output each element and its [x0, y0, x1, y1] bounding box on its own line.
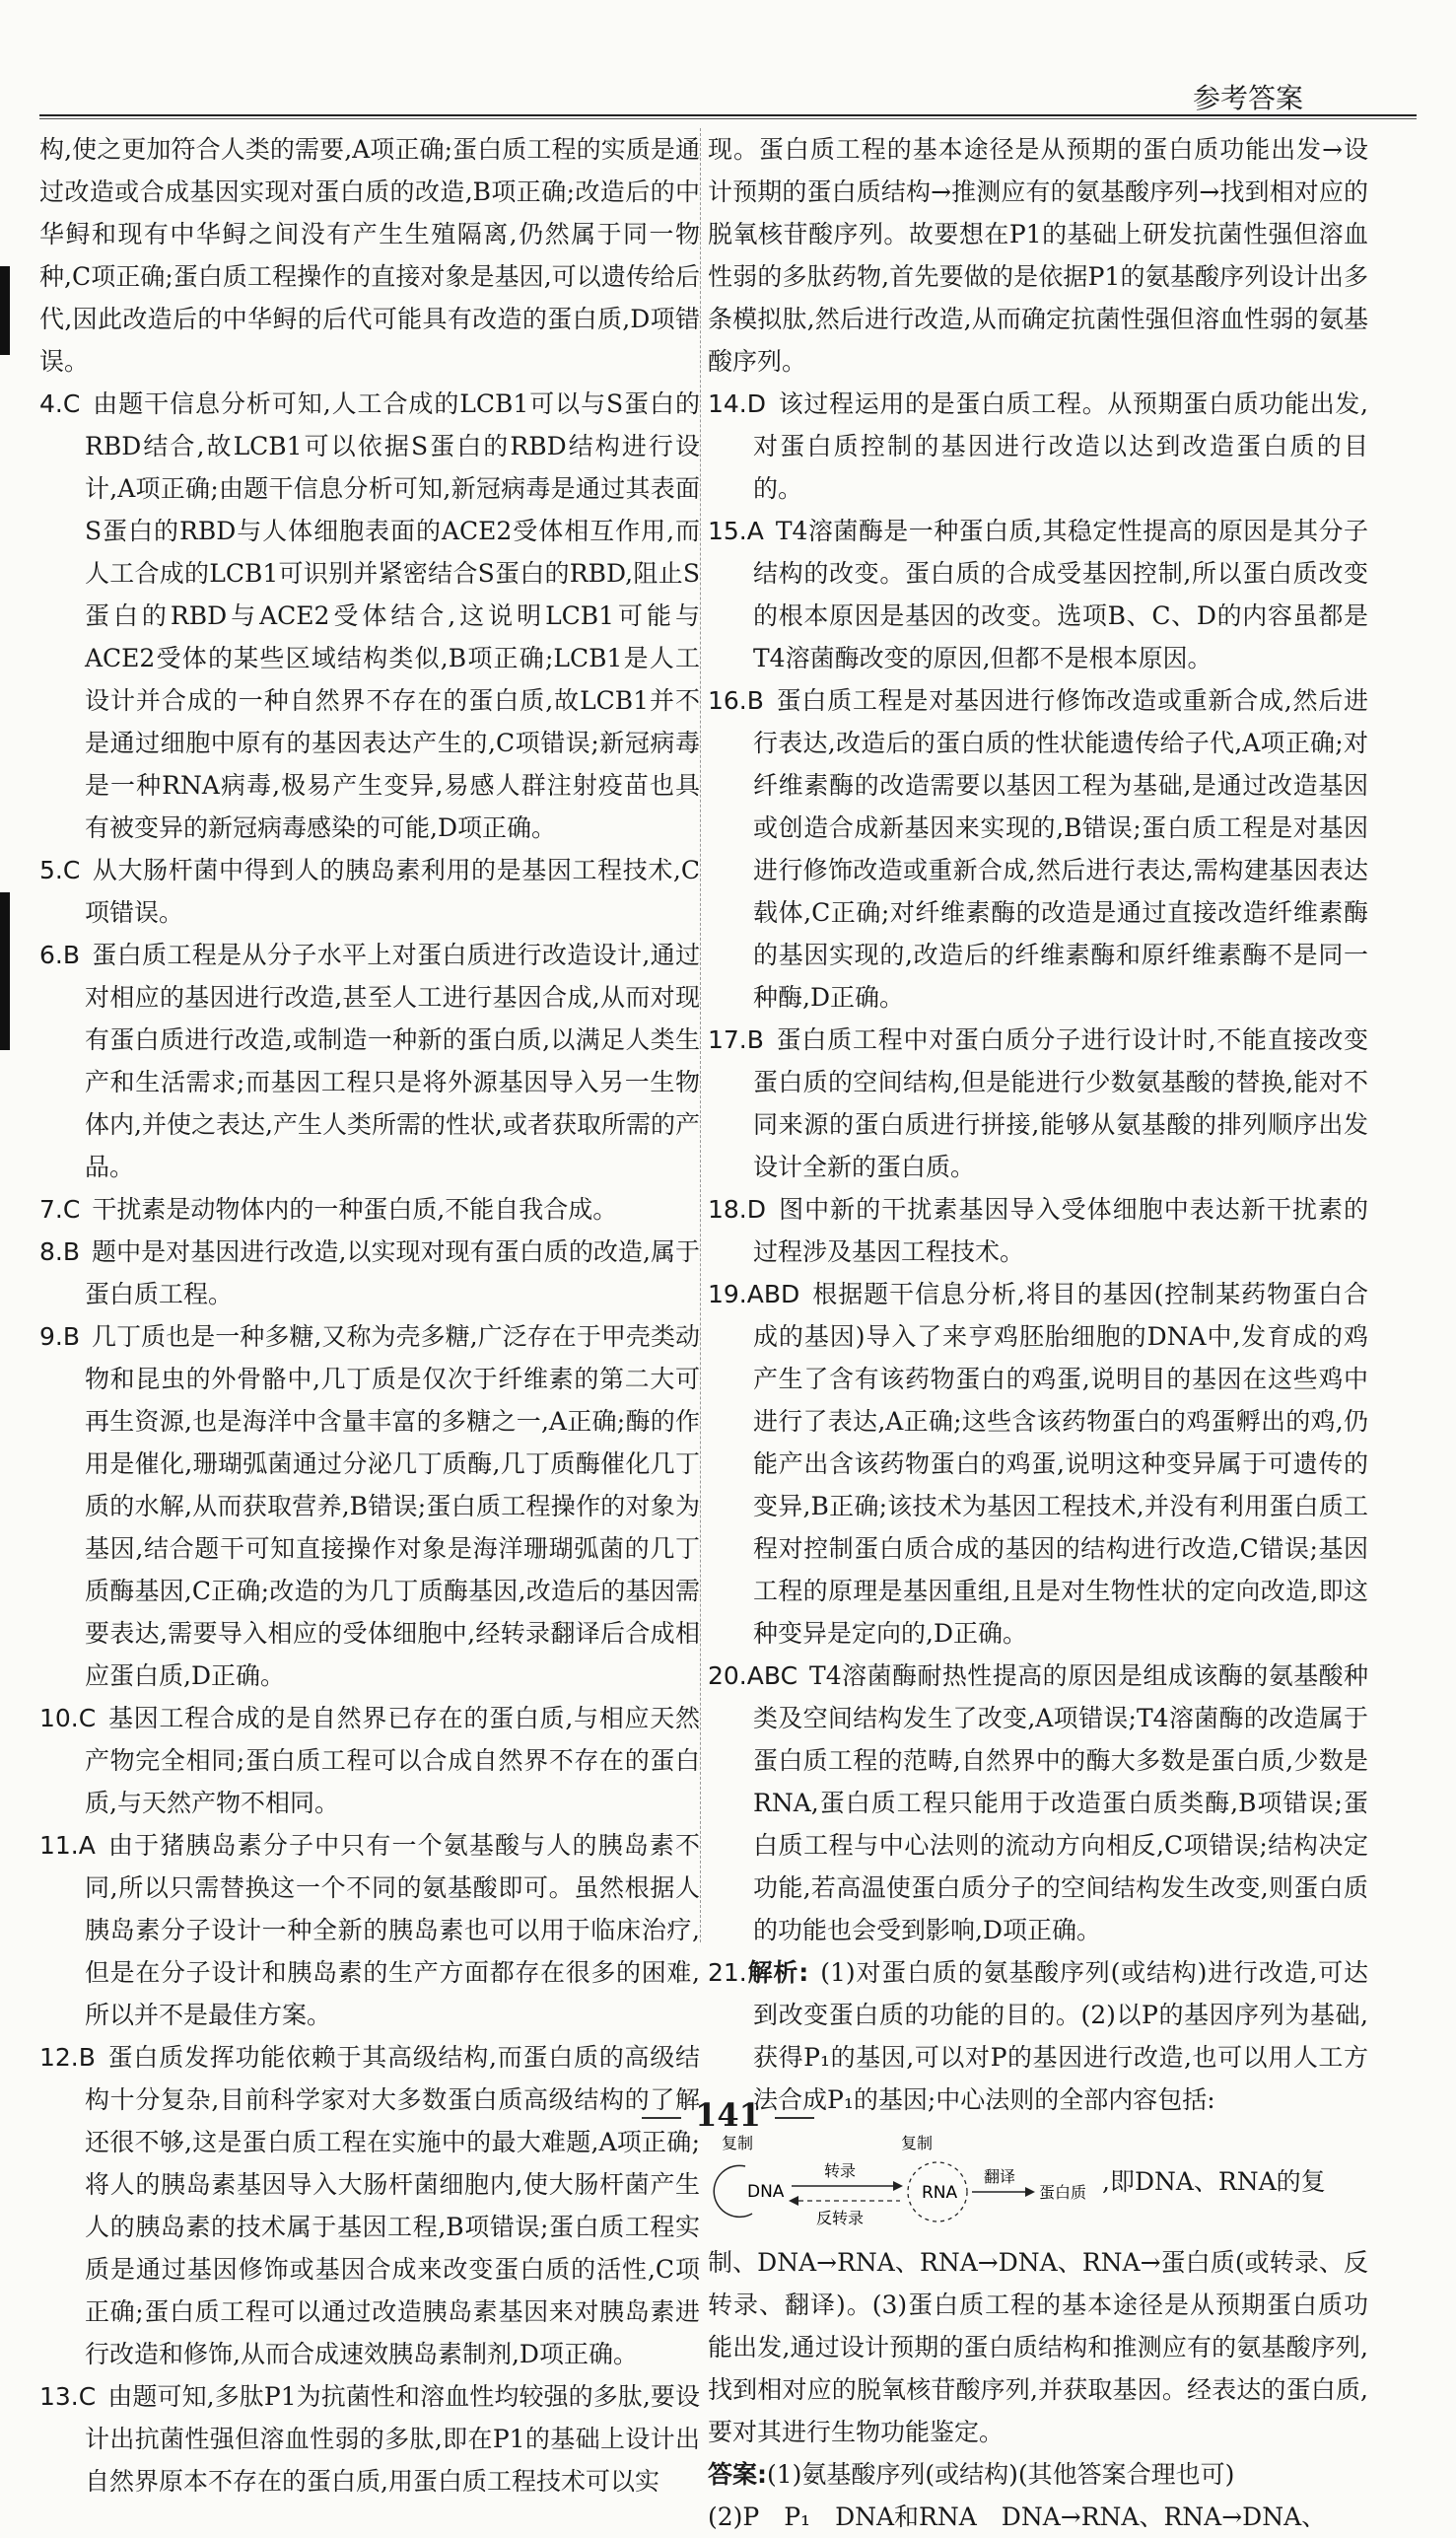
answer-item: 20.ABC T4溶菌酶耐热性提高的原因是组成该酶的氨基酸种类及空间结构发生了改变,A项错误;T4溶菌酶的改造属于蛋白质工程的范畴,自然界中的酶大多数是蛋白质,少数是RNA,蛋白质工程只能用于改造蛋白质类酶,B项错误;蛋白质工程与中心法则的流动方向相反,C项错误;结构决定功能,若高温使蛋白质分子的空间结构发生改变,则蛋白质的功能也会受到影响,D项正确。	[708, 1661, 1368, 1944]
footer-dash	[642, 2117, 681, 2119]
answer-key-line: (2)P P₁ DNA和RNA DNA→RNA、RNA→DNA、	[708, 2503, 1327, 2531]
answer-item: 14.D 该过程运用的是蛋白质工程。从预期蛋白质功能出发,对蛋白质控制的基因进行改造以达到改造蛋白质的目的。	[708, 389, 1368, 503]
transcription-label: 转录	[824, 2161, 857, 2180]
answer-key: 答案:(1)氨基酸序列(或结构)(其他答案合理也可)	[708, 2460, 1235, 2489]
header-rule	[39, 114, 1417, 116]
answer-item: 19.ABD 根据题干信息分析,将目的基因(控制某药物蛋白合成的基因)导入了来亨鸡胚胎细胞的DNA中,发育成的鸡产生了含有该药物蛋白的鸡蛋,说明目的基因在这些鸡中进行了表达,A正确;这些含该药物蛋白的鸡蛋孵出的鸡,仍能产出含该药物蛋白的鸡蛋,说明这种变异属于可遗传的变异,B正确;该技术为基因工程技术,并没有利用蛋白质工程对控制蛋白质合成的基因的结构进行改造,C错误;基因工程的原理是基因重组,且是对生物性状的定向改造,即这种变异是定向的,D正确。	[708, 1280, 1368, 1648]
page-number: 141	[695, 2096, 761, 2134]
rna-node: RNA	[922, 2183, 958, 2203]
rna-replication-label: 复制	[901, 2134, 934, 2152]
answer-item: 21.解析: (1)对蛋白质的氨基酸序列(或结构)进行改造,可达到改变蛋白质的功能的目的。(2)以P的基因序列为基础,获得P₁的基因,可以对P的基因进行改造,也可以用人工方法合成P₁的基因;中心法则的全部内容包括:	[708, 1958, 1369, 2114]
answer-item: 现。蛋白质工程的基本途径是从预期的蛋白质功能出发→设计预期的蛋白质结构→推测应有的氨基酸序列→找到相对应的脱氧核苷酸序列。故要想在P1的基础上研发抗菌性强但溶血性弱的多肽药物,首先要做的是依据P1的氨基酸序列设计出多条模拟肽,然后进行改造,从而确定抗菌性强但溶血性弱的氨基酸序列。	[708, 135, 1368, 376]
answer-item: 16.B 蛋白质工程是对基因进行修饰改造或重新合成,然后进行表达,改造后的蛋白质的性状能遗传给子代,A项正确;对纤维素酶的改造需要以基因工程为基础,是通过改造基因或创造合成新基因来实现的,B错误;蛋白质工程是对基因进行修饰改造或重新合成,然后进行表达,需构建基因表达载体,C正确;对纤维素酶的改造是通过直接改造纤维素酶的基因实现的,改造后的纤维素酶和原纤维素酶不是同一种酶,D正确。	[708, 686, 1368, 1012]
answer-item: 17.B 蛋白质工程中对蛋白质分子进行设计时,不能直接改变蛋白质的空间结构,但是能进行少数氨基酸的替换,能对不同来源的蛋白质进行拼接,能够从氨基酸的排列顺序出发设计全新的蛋白质。	[708, 1025, 1368, 1181]
answer-item: 7.C 干扰素是动物体内的一种蛋白质,不能自我合成。	[39, 1195, 618, 1224]
answer-item: 12.B 蛋白质发挥功能依赖于其高级结构,而蛋白质的高级结构十分复杂,目前科学家对大多数蛋白质高级结构的了解还很不够,这是蛋白质工程在实施中的最大难题,A项正确;将人的胰岛素基因导入大肠杆菌细胞内,使大肠杆菌产生人的胰岛素的技术属于基因工程,B项错误;蛋白质工程实质是通过基因修饰或基因合成来改变蛋白质的活性,C项正确;蛋白质工程可以通过改造胰岛素基因来对胰岛素进行改造和修饰,从而合成速效胰岛素制剂,D项正确。	[39, 2043, 700, 2368]
column-divider	[700, 128, 701, 1942]
protein-node: 蛋白质	[1039, 2183, 1087, 2202]
answer-item: 5.C 从大肠杆菌中得到人的胰岛素利用的是基因工程技术,C项错误。	[39, 856, 700, 927]
answer-item: 6.B 蛋白质工程是从分子水平上对蛋白质进行改造设计,通过对相应的基因进行改造,甚至人工进行基因合成,从而对现有蛋白质进行改造,或制造一种新的蛋白质,以满足人类生产和生活需求;而基因工程只是将外源基因导入另一生物体内,并使之表达,产生人类所需的性状,或者获取所需的产品。	[39, 941, 700, 1181]
margin-mark	[0, 266, 10, 355]
header-title: 参考答案	[1192, 82, 1303, 114]
answer-item: 18.D 图中新的干扰素基因导入受体细胞中表达新干扰素的过程涉及基因工程技术。	[708, 1195, 1368, 1266]
reverse-transcription-label: 反转录	[816, 2209, 865, 2227]
answer-item: 制、DNA→RNA、RNA→DNA、RNA→蛋白质(或转录、反转录、翻译)。(3)蛋白质工程的基本途径是从预期蛋白质功能出发,通过设计预期的蛋白质结构和推测应有的氨基酸序列,找到相对应的脱氧核苷酸序列,并获取基因。经表达的蛋白质,要对其进行生物功能鉴定。	[708, 2248, 1368, 2446]
reverse-transcription-arrowhead	[789, 2196, 798, 2206]
margin-mark	[0, 892, 10, 1050]
answer-item: 10.C 基因工程合成的是自然界已存在的蛋白质,与相应天然产物完全相同;蛋白质工程可以合成自然界不存在的蛋白质,与天然产物不相同。	[39, 1704, 700, 1817]
central-dogma-figure	[708, 2127, 1102, 2235]
central-dogma-diagram	[708, 2127, 1368, 2235]
answer-item: 13.C 由题可知,多肽P1为抗菌性和溶血性均较强的多肽,要设计出抗菌性强但溶血性弱的多肽,即在P1的基础上设计出自然界原本不存在的蛋白质,用蛋白质工程技术可以实	[39, 2382, 700, 2496]
answer-item: 15.A T4溶菌酶是一种蛋白质,其稳定性提高的原因是其分子结构的改变。蛋白质的合成受基因控制,所以蛋白质改变的根本原因是基因的改变。选项B、C、D的内容虽都是T4溶菌酶改变的原因,但都不是根本原因。	[708, 517, 1368, 672]
page-header	[39, 0, 1417, 118]
translation-label: 翻译	[984, 2167, 1016, 2186]
left-column	[39, 128, 700, 2503]
page-footer	[0, 2096, 1456, 2134]
answer-item: 11.A 由于猪胰岛素分子中只有一个氨基酸与人的胰岛素不同,所以只需替换这一个不同的氨基酸即可。虽然根据人胰岛素分子设计一种全新的胰岛素也可以用于临床治疗,但是在分子设计和胰岛素的生产方面都存在很多的困难,所以并不是最佳方案。	[39, 1831, 700, 2029]
transcription-arrowhead	[893, 2181, 903, 2191]
right-column	[708, 128, 1368, 2538]
answer-item: 8.B 题中是对基因进行改造,以实现对现有蛋白质的改造,属于蛋白质工程。	[39, 1237, 700, 1308]
answer-item: 构,使之更加符合人类的需要,A项正确;蛋白质工程的实质是通过改造或合成基因实现对蛋白质的改造,B项正确;改造后的中华鲟和现有中华鲟之间没有产生生殖隔离,仍然属于同一物种,C项正确;蛋白质工程操作的直接对象是基因,可以遗传给后代,因此改造后的中华鲟的后代可能具有改造的蛋白质,D项错误。	[39, 135, 700, 376]
dna-node: DNA	[747, 2182, 785, 2202]
header-rule-thin	[39, 118, 1417, 119]
diagram-tail-text: ,即DNA、RNA的复	[1102, 2166, 1326, 2196]
dna-replication-label: 复制	[722, 2134, 754, 2152]
answer-item: 4.C 由题干信息分析可知,人工合成的LCB1可以与S蛋白的RBD结合,故LCB1可以依据S蛋白的RBD结构进行设计,A项正确;由题干信息分析可知,新冠病毒是通过其表面S蛋白的RBD与人体细胞表面的ACE2受体相互作用,而人工合成的LCB1可识别并紧密结合S蛋白的RBD,阻止S蛋白的RBD与ACE2受体结合,这说明LCB1可能与ACE2受体的某些区域结构类似,B项正确;LCB1是人工设计并合成的一种自然界不存在的蛋白质,故LCB1并不是通过细胞中原有的基因表达产生的,C项错误;新冠病毒是一种RNA病毒,极易产生变异,易感人群注射疫苗也具有被变异的新冠病毒感染的可能,D项正确。	[39, 389, 700, 842]
answer-item: 9.B 几丁质也是一种多糖,又称为壳多糖,广泛存在于甲壳类动物和昆虫的外骨骼中,几丁质是仅次于纤维素的第二大可再生资源,也是海洋中含量丰富的多糖之一,A正确;酶的作用是催化,珊瑚弧菌通过分泌几丁质酶,几丁质酶催化几丁质的水解,从而获取营养,B错误;蛋白质工程操作的对象为基因,结合题干可知直接操作对象是海洋珊瑚弧菌的几丁质酶基因,C正确;改造的为几丁质酶基因,改造后的基因需要表达,需要导入相应的受体细胞中,经转录翻译后合成相应蛋白质,D正确。	[39, 1322, 700, 1690]
translation-arrowhead	[1025, 2187, 1035, 2197]
footer-dash	[775, 2117, 814, 2119]
